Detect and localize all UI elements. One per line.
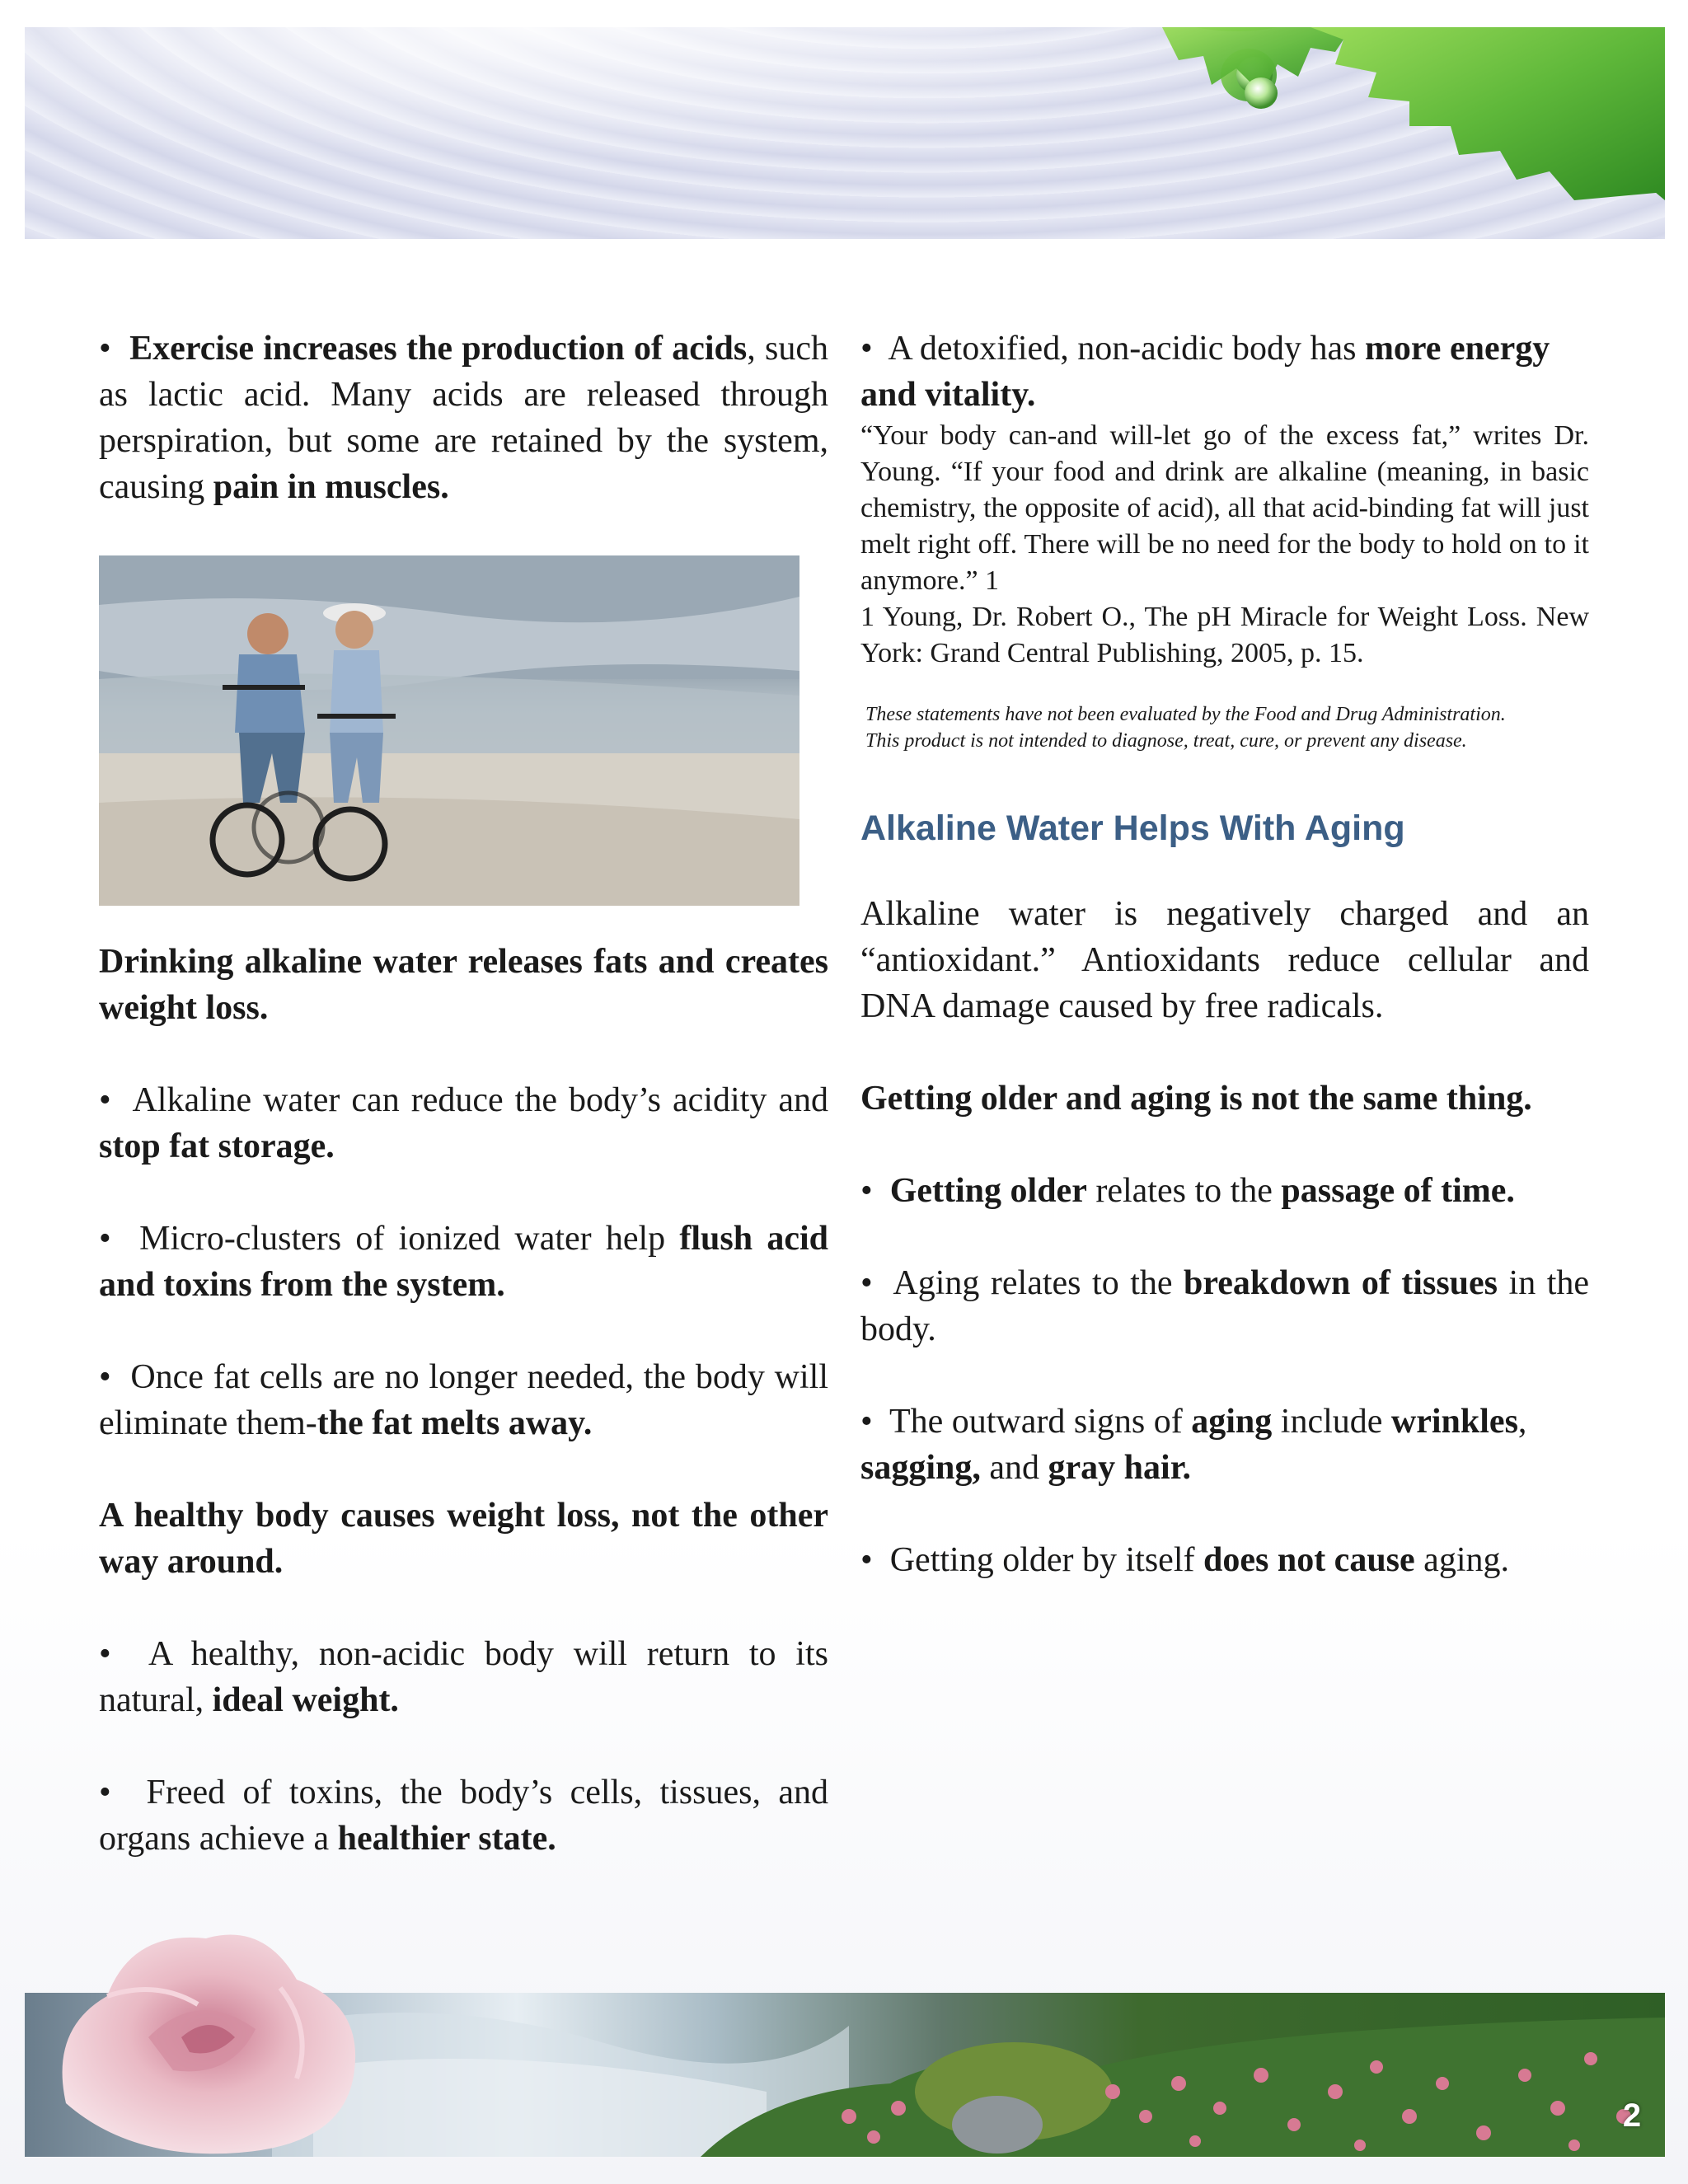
bullet-flush: • Micro-clusters of ionized water help flush acid and toxins from the system. xyxy=(99,1220,828,1304)
young-quote: “Your body can-and will-let go of the excess fat,” writes Dr. Young. “If your food and drink are alkaline (meaning, in basic chemistry, the opposite of acid), all that acid-binding fat will just melt right off. There will be no need for the body to hold on to it anymore.” 1 xyxy=(860,420,1589,596)
exercise-lead: Exercise increases the production of acids xyxy=(129,330,748,368)
bullet-itself: • Getting older by itself does not cause aging. xyxy=(860,1541,1509,1579)
exercise-bold-end: pain in muscles. xyxy=(213,468,449,506)
bullet-fat-cells: • Once fat cells are no longer needed, the body will eliminate them-the fat melts away. xyxy=(99,1358,828,1442)
bullet-toxins: • Freed of toxins, the body’s cells, tissues, and organs achieve a healthier state. xyxy=(99,1774,829,1858)
heading-older: Getting older and aging is not the same thing. xyxy=(860,1080,1532,1118)
right-column xyxy=(860,326,1589,1583)
page-number: 2 xyxy=(1622,2097,1642,2134)
bullet-detox: • A detoxified, non-acidic body has more energy and vitality. xyxy=(860,330,1550,414)
cyclists-icon xyxy=(99,555,799,906)
bullet-aging: • Aging relates to the breakdown of tissues in the body. xyxy=(860,1264,1590,1348)
bullet: • xyxy=(99,330,111,368)
exercise-paragraph xyxy=(99,326,828,510)
bullet-acidity: • Alkaline water can reduce the body’s acidity and stop fat storage. xyxy=(99,1081,829,1165)
rose-icon xyxy=(33,1914,429,2161)
bullet-natural: • A healthy, non-acidic body will return to its natural, ideal weight. xyxy=(99,1635,828,1719)
leaf-icon xyxy=(25,27,1665,239)
heading-fats: Drinking alkaline water releases fats and creates weight loss. xyxy=(99,943,828,1027)
bullet-older: • Getting older relates to the passage of time. xyxy=(860,1172,1515,1210)
couple-cycling-photo xyxy=(99,555,799,906)
header-banner xyxy=(25,27,1665,239)
heading-healthy: A healthy body causes weight loss, not the other way around. xyxy=(99,1497,828,1581)
fda-disclaimer: These statements have not been evaluated by the Food and Drug Administration. This product is not intended to diagnose, treat, cure, or prevent any disease. xyxy=(865,704,1506,752)
exercise-text: , such as lactic acid. Many acids are released through perspiration, but some are retained by the system, causing xyxy=(99,330,828,506)
citation: 1 Young, Dr. Robert O., The pH Miracle for Weight Loss. New York: Grand Central Publishing, 2005, p. 15. xyxy=(860,602,1589,668)
aging-intro: Alkaline water is negatively charged and an “antioxidant.” Antioxidants reduce cellular and DNA damage caused by free radicals. xyxy=(860,895,1589,1025)
left-column xyxy=(99,326,828,1862)
section-title: Alkaline Water Helps With Aging xyxy=(860,808,1405,848)
bullet-signs: • The outward signs of aging include wrinkles, sagging, and gray hair. xyxy=(860,1403,1527,1487)
